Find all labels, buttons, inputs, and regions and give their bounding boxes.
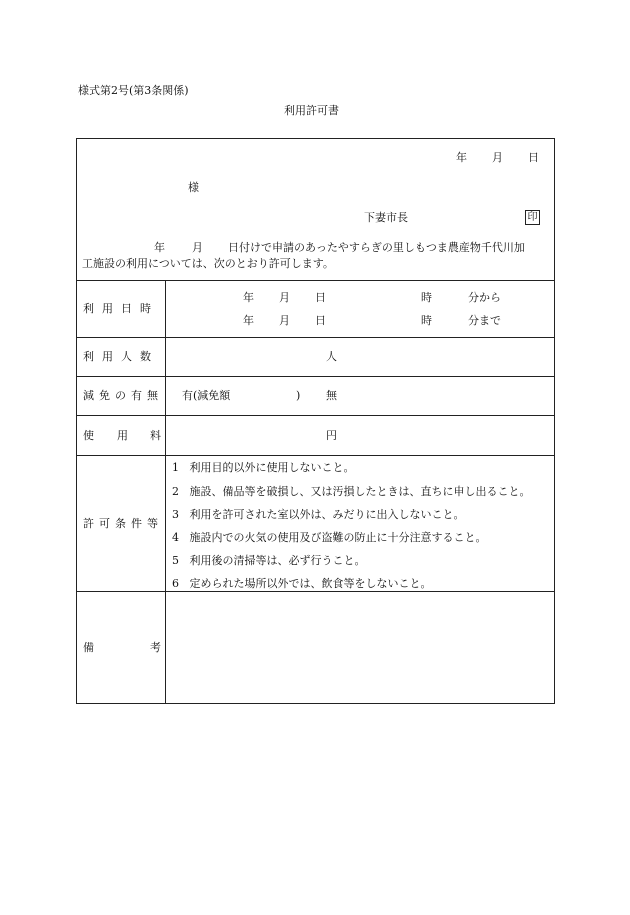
condition-num: 4 (172, 531, 179, 544)
label-fee-1: 使 (83, 429, 94, 442)
from-minute: 分から (468, 291, 501, 304)
from-year: 年 (243, 291, 254, 304)
recipient-honorific: 様 (188, 181, 199, 194)
label-conditions: 許可条件等 (83, 517, 163, 530)
label-remarks-2: 考 (150, 641, 161, 654)
condition-text: 施設内での火気の使用及び盗難の防止に十分注意すること。 (189, 531, 487, 544)
condition-num: 6 (172, 577, 179, 590)
seal-mark: 印 (525, 210, 540, 225)
condition-num: 5 (172, 554, 179, 567)
from-month: 月 (279, 291, 290, 304)
intro-line2: 工施設の利用については、次のとおり許可します。 (82, 257, 334, 270)
condition-item (172, 532, 487, 543)
reduction-no: 無 (326, 389, 337, 402)
label-number-of-users: 利用人数 (83, 350, 159, 363)
row-divider (76, 455, 555, 456)
from-day: 日 (315, 291, 326, 304)
date-month: 月 (492, 151, 503, 164)
reduction-paren-close: ) (296, 389, 301, 402)
condition-text: 定められた場所以外では、飲食等をしないこと。 (189, 577, 432, 590)
condition-item (172, 486, 531, 497)
label-remarks-1: 備 (83, 641, 94, 654)
label-fee-3: 料 (150, 429, 161, 442)
condition-text: 利用目的以外に使用しないこと。 (189, 461, 355, 474)
form-number: 様式第2号(第3条関係) (78, 84, 189, 97)
document-title: 利用許可書 (284, 104, 339, 117)
condition-num: 2 (172, 485, 179, 498)
people-unit: 人 (326, 350, 337, 363)
fee-unit: 円 (326, 429, 337, 442)
to-hour: 時 (421, 314, 432, 327)
row-divider (76, 280, 555, 281)
condition-item (172, 555, 366, 566)
condition-item (172, 509, 465, 520)
to-month: 月 (279, 314, 290, 327)
date-year: 年 (456, 151, 467, 164)
from-hour: 時 (421, 291, 432, 304)
issuer-name: 下妻市長 (364, 211, 408, 224)
permit-table (76, 138, 555, 704)
intro-line1: 日付けで申請のあったやすらぎの里しもつま農産物千代川加 (228, 241, 525, 254)
intro-year: 年 (154, 241, 165, 254)
condition-text: 利用を許可された室以外は、みだりに出入しないこと。 (189, 508, 465, 521)
date-day: 日 (528, 151, 539, 164)
to-minute: 分まで (468, 314, 501, 327)
label-column-divider (165, 280, 166, 704)
reduction-yes: 有(減免額 (182, 389, 231, 402)
row-divider (76, 376, 555, 377)
row-divider (76, 337, 555, 338)
row-divider (76, 591, 555, 592)
label-reduction: 減免の有無 (83, 389, 163, 402)
condition-num: 1 (172, 461, 179, 474)
condition-item (172, 578, 432, 589)
condition-text: 施設、備品等を破損し、又は汚損したときは、直ちに申し出ること。 (189, 485, 531, 498)
to-day: 日 (315, 314, 326, 327)
condition-text: 利用後の清掃等は、必ず行うこと。 (189, 554, 366, 567)
label-fee-2: 用 (117, 429, 128, 442)
label-usage-datetime: 利用日時 (83, 302, 159, 315)
row-divider (76, 415, 555, 416)
to-year: 年 (243, 314, 254, 327)
intro-month: 月 (192, 241, 203, 254)
condition-item (172, 462, 355, 473)
condition-num: 3 (172, 508, 179, 521)
